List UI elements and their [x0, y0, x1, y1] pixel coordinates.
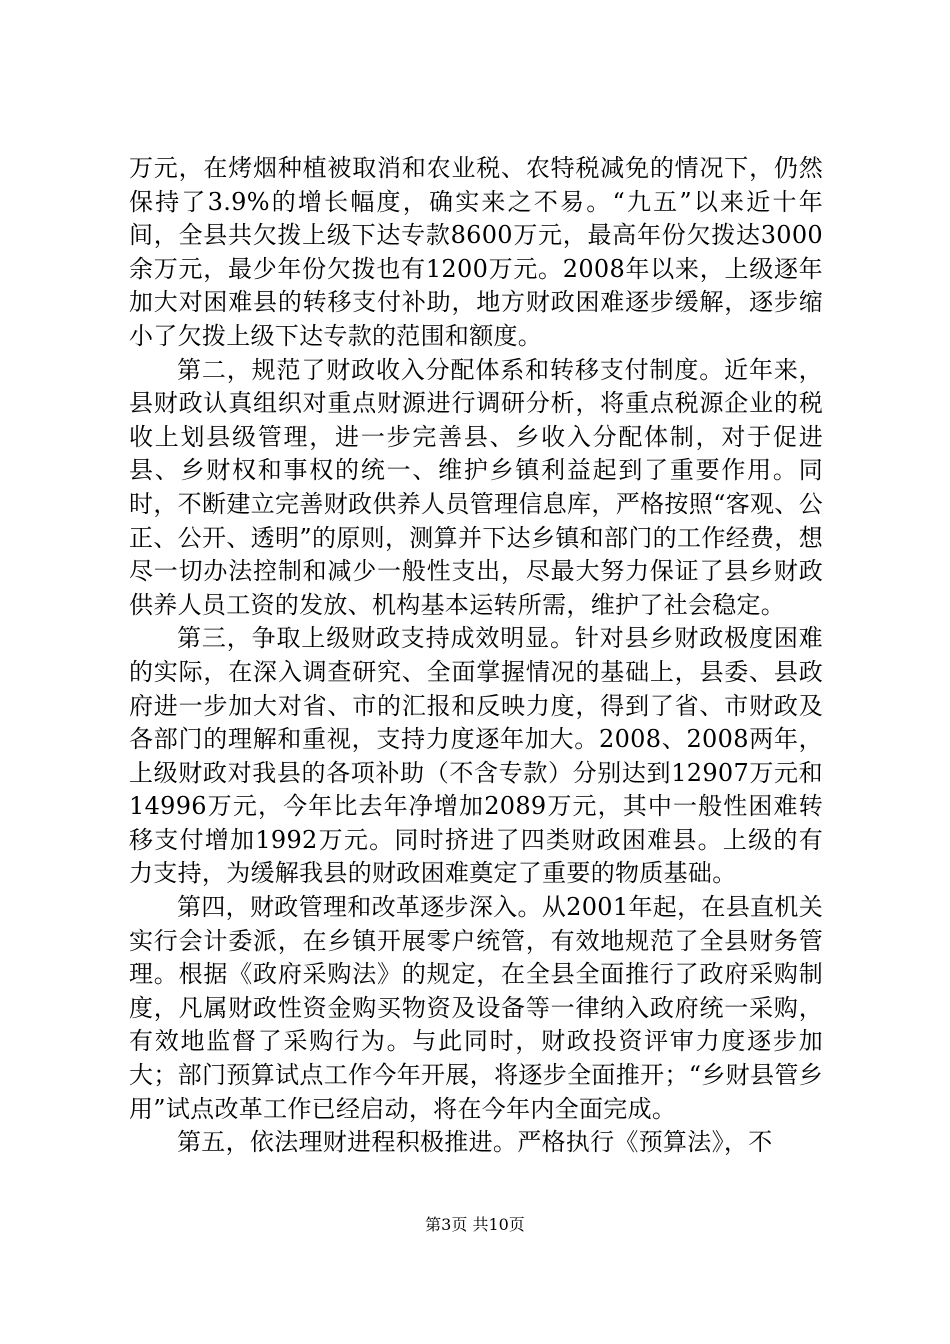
document-body — [129, 152, 823, 1160]
paragraph-continuation: 万元，在烤烟种植被取消和农业税、农特税减免的情况下，仍然保持了3.9%的增长幅度，确实来之不易。“九五”以来近十年间，全县共欠拨上级下达专款8600万元，最高年份欠拨达3000余万元，最少年份欠拨也有1200万元。2008年以来，上级逐年加大对困难县的转移支付补助，地方财政困难逐步缓解，逐步缩小了欠拨上级下达专款的范围和额度。 — [129, 154, 823, 350]
paragraph-fifth: 第五，依法理财进程积极推进。严格执行《预算法》，不 — [177, 1128, 773, 1157]
paragraph-fourth: 第四，财政管理和改革逐步深入。从2001年起，在县直机关实行会计委派，在乡镇开展零户统管，有效地规范了全县财务管理。根据《政府采购法》的规定，在全县全面推行了政府采购制度，凡属财政性资金购买物资及设备等一律纳入政府统一采购，有效地监督了采购行为。与此同时，财政投资评审力度逐步加大；部门预算试点工作今年开展，将逐步全面推开；“乡财县管乡用”试点改革工作已经启动，将在今年内全面完成。 — [129, 893, 823, 1123]
paragraph-second: 第二，规范了财政收入分配体系和转移支付制度。近年来，县财政认真组织对重点财源进行调研分析，将重点税源企业的税收上划县级管理，进一步完善县、乡收入分配体制，对于促进县、乡财权和事权的统一、维护乡镇利益起到了重要作用。同时，不断建立完善财政供养人员管理信息库，严格按照“客观、公正、公开、透明”的原则，测算并下达乡镇和部门的工作经费，想尽一切办法控制和减少一般性支出，尽最大努力保证了县乡财政供养人员工资的发放、机构基本运转所需，维护了社会稳定。 — [129, 355, 823, 619]
paragraph-third: 第三，争取上级财政支持成效明显。针对县乡财政极度困难的实际，在深入调查研究、全面掌握情况的基础上，县委、县政府进一步加大对省、市的汇报和反映力度，得到了省、市财政及各部门的理解和重视，支持力度逐年加大。2008、2008两年，上级财政对我县的各项补助（不含专款）分别达到12907万元和14996万元，今年比去年净增加2089万元，其中一般性困难转移支付增加1992万元。同时挤进了四类财政困难县。上级的有力支持，为缓解我县的财政困难奠定了重要的物质基础。 — [129, 624, 823, 888]
page-number-footer: 第3页 共10页 — [425, 1215, 525, 1234]
